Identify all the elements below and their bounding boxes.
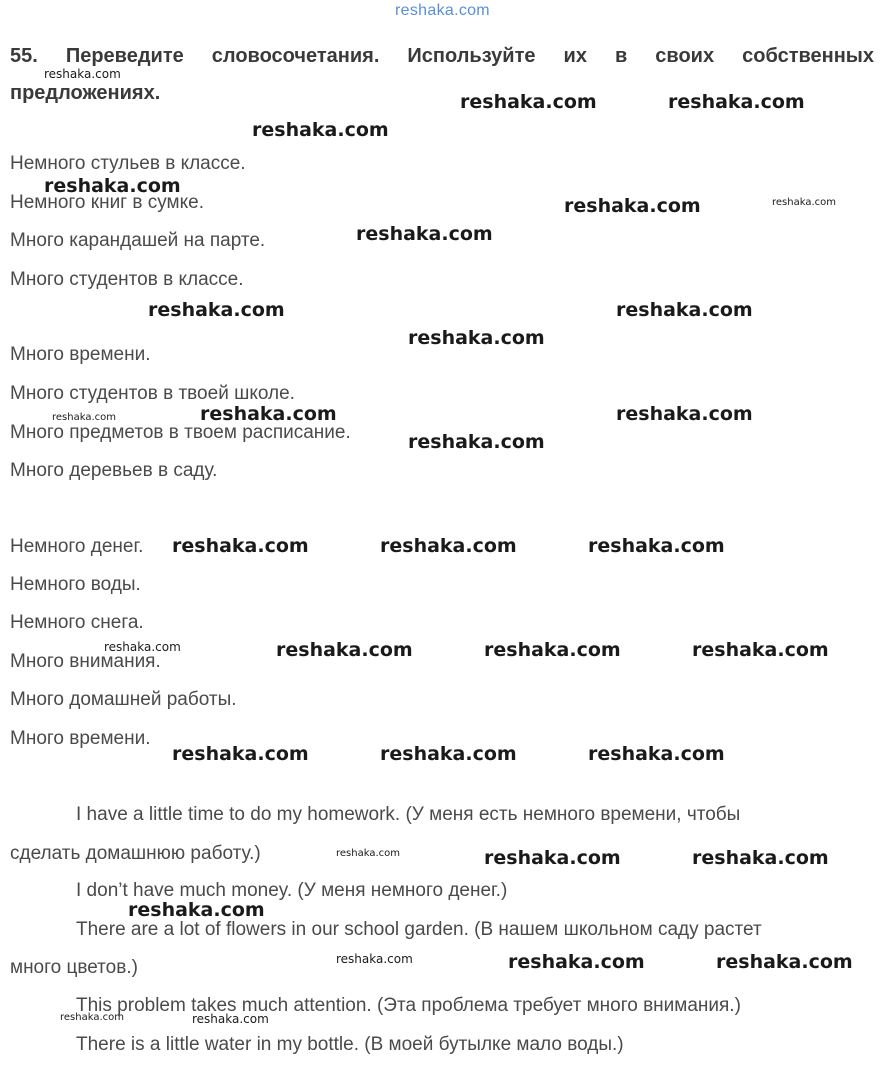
example-sentence: There is a little water in my bottle. (В моей бутылке мало воды.) <box>76 1034 624 1055</box>
phrase-line: Много деревьев в саду. <box>10 460 218 481</box>
watermark: reshaka.com <box>128 899 265 921</box>
watermark: reshaka.com <box>564 195 701 217</box>
watermark: reshaka.com <box>484 639 621 661</box>
watermark: reshaka.com <box>380 743 517 765</box>
watermark: reshaka.com <box>44 175 181 197</box>
watermark: reshaka.com <box>356 223 493 245</box>
phrase-line: Немного воды. <box>10 574 141 595</box>
watermark: reshaka.com <box>716 951 853 973</box>
phrase-line: Много внимания. <box>10 651 161 672</box>
watermark: reshaka.com <box>616 403 753 425</box>
phrase-line: Немного снега. <box>10 612 144 633</box>
watermark: reshaka.com <box>692 639 829 661</box>
watermark: reshaka.com <box>692 847 829 869</box>
example-sentence: I don’t have much money. (У меня немного денег.) <box>76 880 508 901</box>
watermark: reshaka.com <box>148 299 285 321</box>
phrase-line: Немного денег. <box>10 536 144 557</box>
phrase-line: Много времени. <box>10 728 151 749</box>
watermark: reshaka.com <box>588 743 725 765</box>
watermark: reshaka.com <box>380 535 517 557</box>
phrase-line: Немного книг в сумке. <box>10 192 204 213</box>
watermark: reshaka.com <box>200 403 337 425</box>
phrase-line: Много времени. <box>10 344 151 365</box>
watermark: reshaka.com <box>588 535 725 557</box>
exercise-title: 55. Переведите словосочетания. Используйте их в своих собственных предложениях. <box>10 45 874 104</box>
example-sentence-continued: сделать домашнюю работу.) <box>10 843 261 864</box>
watermark: reshaka.com <box>336 848 400 859</box>
watermark: reshaka.com <box>408 431 545 453</box>
watermark: reshaka.com <box>44 67 121 81</box>
watermark: reshaka.com <box>252 119 389 141</box>
watermark: reshaka.com <box>276 639 413 661</box>
watermark: reshaka.com <box>408 327 545 349</box>
watermark: reshaka.com <box>60 1012 124 1023</box>
phrase-line: Много студентов в классе. <box>10 269 244 290</box>
watermark: reshaka.com <box>104 640 181 654</box>
watermark: reshaka.com <box>484 847 621 869</box>
phrase-line: Много предметов в твоем расписание. <box>10 422 351 443</box>
example-sentence: I have a little time to do my homework. (У меня есть немного времени, чтобы <box>76 804 741 825</box>
watermark: reshaka.com <box>172 743 309 765</box>
example-sentence: There are a lot of flowers in our school garden. (В нашем школьном саду растет <box>76 919 762 940</box>
watermark: reshaka.com <box>336 952 413 966</box>
watermark: reshaka.com <box>460 91 597 113</box>
example-sentence: This problem takes much attention. (Эта проблема требует много внимания.) <box>76 995 741 1016</box>
phrase-line: Много домашней работы. <box>10 689 237 710</box>
phrase-line: Немного стульев в классе. <box>10 153 246 174</box>
site-header[interactable]: reshaka.com <box>395 2 490 19</box>
phrase-line: Много студентов в твоей школе. <box>10 383 295 404</box>
example-sentence-continued: много цветов.) <box>10 957 138 978</box>
watermark: reshaka.com <box>616 299 753 321</box>
watermark: reshaka.com <box>668 91 805 113</box>
watermark: reshaka.com <box>172 535 309 557</box>
phrase-line: Много карандашей на парте. <box>10 230 266 251</box>
watermark: reshaka.com <box>192 1012 269 1026</box>
watermark: reshaka.com <box>772 197 836 208</box>
watermark: reshaka.com <box>508 951 645 973</box>
watermark: reshaka.com <box>52 412 116 423</box>
